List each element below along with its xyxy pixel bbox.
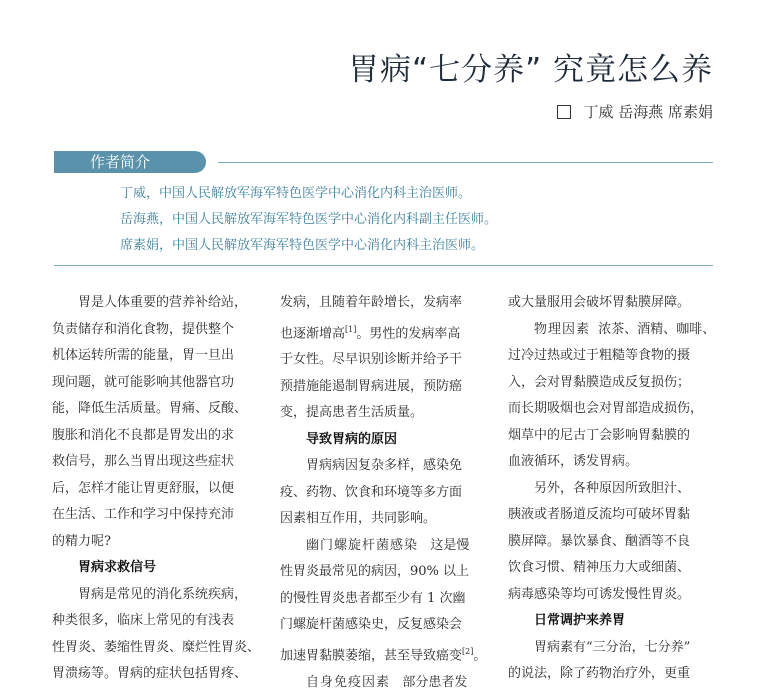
text-span: 。男性的发病率高 <box>356 325 461 341</box>
author-intro-list <box>120 181 497 259</box>
paragraph <box>52 582 259 688</box>
paragraph <box>52 290 259 555</box>
section-heading: 导致胃病的原因 <box>306 431 398 447</box>
keyword-label: 物理因素 <box>534 321 591 337</box>
text-span: 这是慢 <box>430 537 470 553</box>
text-line <box>280 639 487 670</box>
text-line: 胰液或者肠道反流均可破坏胃黏 <box>508 507 691 522</box>
paragraph <box>280 533 487 670</box>
paragraph <box>508 476 715 609</box>
text-span: 浓茶、酒精、咖啡、 <box>598 321 716 337</box>
section-divider <box>54 265 713 266</box>
text-line: 机体运转所需的能量，胃一旦出 <box>52 348 235 363</box>
text-line: 膜屏障。暴饮暴食、酗酒等不良 <box>508 533 691 549</box>
text-span: 加速胃黏膜萎缩，甚至导致癌变 <box>280 648 463 664</box>
section-heading: 胃病求救信号 <box>78 560 157 575</box>
section-heading: 日常调护来养胃 <box>534 613 626 628</box>
text-line: 另外，各种原因所致胆汁、 <box>534 480 691 496</box>
text-line: 腹胀和消化不良都是胃发出的求 <box>52 427 235 443</box>
text-line: 胃病病因复杂多样，感染免 <box>306 458 463 474</box>
text-line: 过冷过热或过于粗糙等食物的摄 <box>508 348 691 363</box>
text-line: 或大量服用会破坏胃黏膜屏障。 <box>508 295 691 310</box>
text-line: 胃病素有“三分治，七分养” <box>534 639 691 655</box>
text-line: 入，会对胃黏膜造成反复损伤； <box>508 374 691 390</box>
text-line: 的精力呢? <box>52 533 111 549</box>
author-byline <box>557 101 713 122</box>
text-line: 能，降低生活质量。胃痛、反酸、 <box>52 401 248 416</box>
text-line: 门螺旋杆菌感染史，反复感染会 <box>280 617 463 633</box>
text-line: 发病，且随着年龄增长，发病率 <box>280 295 463 310</box>
body-column-3 <box>508 290 715 688</box>
text-line: 胃病是常见的消化系统疾病， <box>78 586 248 602</box>
text-line: 现问题，就可能影响其他器官功 <box>52 374 235 390</box>
text-span: 。 <box>473 648 487 664</box>
author-intro-tab: 作者简介 <box>54 151 206 173</box>
body-column-2 <box>280 290 487 696</box>
paragraph <box>280 290 487 427</box>
text-line: 种类很多，临床上常见的有浅表 <box>52 613 235 628</box>
paragraph <box>280 453 487 533</box>
text-line: 后，怎样才能让胃更舒服，以便 <box>52 480 235 496</box>
text-line <box>280 533 487 560</box>
author-names: 丁威 岳海燕 席素娟 <box>583 103 713 121</box>
text-line: 胃是人体重要的营养补给站， <box>78 295 248 310</box>
text-line: 变，提高患者生活质量。 <box>280 405 424 421</box>
text-line: 性胃炎、萎缩性胃炎、糜烂性胃炎、 <box>52 639 261 655</box>
text-line: 在生活、工作和学习中保持充沛 <box>52 507 235 522</box>
text-line: 疫、药物、饮食和环境等多方面 <box>280 484 463 500</box>
byline-box-icon <box>557 105 571 119</box>
text-line: 救信号，那么当胃出现这些症状 <box>52 454 235 469</box>
text-span: 也逐渐增高 <box>280 325 346 341</box>
keyword-label: 自身免疫因素 <box>306 674 391 690</box>
text-line: 烟草中的尼古丁会影响胃黏膜的 <box>508 427 691 443</box>
text-line: 的慢性胃炎患者都至少有 1 次幽 <box>280 590 466 606</box>
citation-ref: [1] <box>345 324 357 334</box>
text-line: 负责储存和消化食物，提供整个 <box>52 321 235 337</box>
text-line: 胃溃疡等。胃病的症状包括胃疼、 <box>52 666 248 681</box>
text-line: 血液循环，诱发胃病。 <box>508 454 639 469</box>
intro-rule <box>218 162 713 163</box>
text-line: 性胃炎最常见的病因，90% 以上 <box>280 564 470 580</box>
body-column-1 <box>52 290 259 688</box>
keyword-label: 幽门螺旋杆菌感染 <box>306 537 419 553</box>
text-line <box>508 317 715 344</box>
text-line: 而长期吸烟也会对胃部造成损伤， <box>508 401 704 416</box>
text-line: 的说法，除了药物治疗外，更重 <box>508 666 691 681</box>
article-title: 胃病“七分养” 究竟怎么养 <box>348 52 713 88</box>
text-span: 部分患者发 <box>402 674 468 690</box>
text-line: 于女性。尽早识别诊断并给予干 <box>280 352 463 368</box>
paragraph <box>508 290 715 317</box>
paragraph <box>508 635 715 688</box>
author-intro-item: 岳海燕，中国人民解放军海军特色医学中心消化内科副主任医师。 <box>120 212 498 227</box>
text-line <box>280 670 487 696</box>
paragraph <box>280 670 487 696</box>
text-line: 饮食习惯、精神压力大或细菌、 <box>508 560 691 575</box>
citation-ref: [2] <box>462 646 474 656</box>
author-intro-item: 丁威，中国人民解放军海军特色医学中心消化内科主治医师。 <box>120 186 472 201</box>
text-line: 因素相互作用，共同影响。 <box>280 511 437 527</box>
author-intro-item: 席素娟，中国人民解放军海军特色医学中心消化内科主治医师。 <box>120 238 485 253</box>
text-line <box>280 317 487 348</box>
text-line: 预措施能遏制胃病进展，预防癌 <box>280 378 463 394</box>
paragraph <box>508 317 715 476</box>
text-line: 病毒感染等均可诱发慢性胃炎。 <box>508 586 691 602</box>
